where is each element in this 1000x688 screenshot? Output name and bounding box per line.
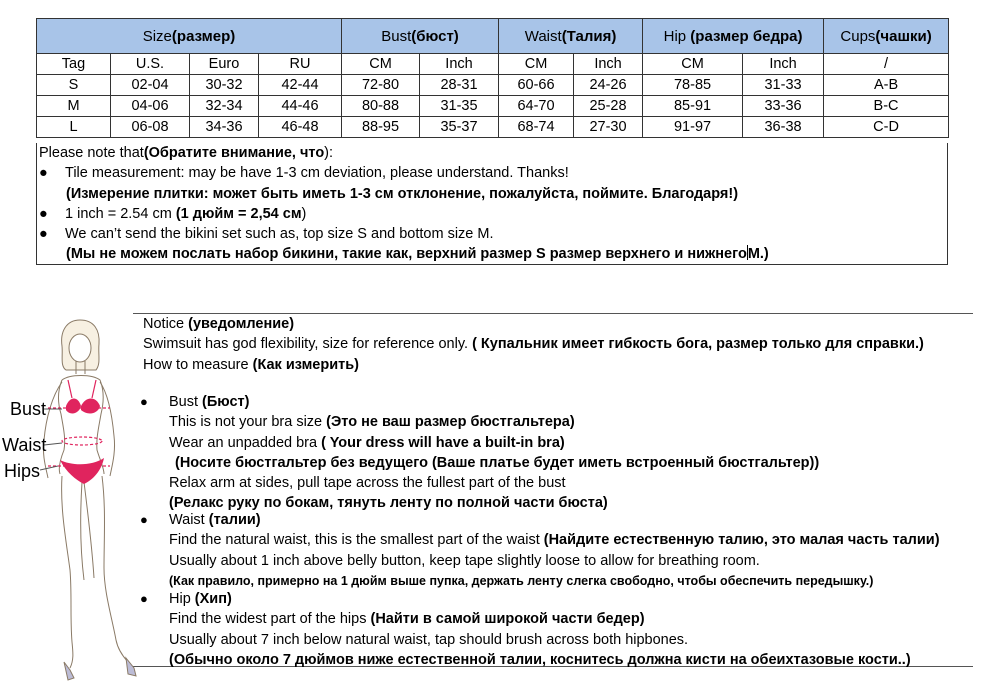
table-cell: 02-04 <box>111 75 190 96</box>
table-cell: 42-44 <box>259 75 342 96</box>
subheader-cell: CM <box>643 54 743 75</box>
bullet-icon: ● <box>39 165 48 182</box>
hip-section <box>140 589 911 670</box>
bust-line: Relax arm at sides, pull tape across the fullest part of the bust <box>169 475 566 492</box>
hip-title: ● Hip (Хип) <box>140 589 911 609</box>
table-cell: S <box>37 75 111 96</box>
subheader-cell: Inch <box>420 54 499 75</box>
table-cell: A-B <box>824 75 949 96</box>
hip-line: Find the widest part of the hips (Найти в самой широкой части бедер) <box>169 611 645 628</box>
table-cell: 78-85 <box>643 75 743 96</box>
table-cell: 06-08 <box>111 117 190 138</box>
bullet-icon: ● <box>140 394 148 409</box>
subheader-cell: Inch <box>574 54 643 75</box>
subheader-cell: Tag <box>37 54 111 75</box>
header-size: Size(размер) <box>37 19 342 54</box>
bust-line: Wear an unpadded bra ( Your dress will have a built-in bra) <box>169 434 565 451</box>
table-header-row <box>37 19 949 54</box>
size-chart-table <box>36 18 949 138</box>
table-subheader-row <box>37 54 949 75</box>
bullet-icon: ● <box>39 205 48 222</box>
waist-section <box>140 510 940 591</box>
table-cell: 28-31 <box>420 75 499 96</box>
table-cell: 88-95 <box>342 117 420 138</box>
table-cell: 27-30 <box>574 117 643 138</box>
subheader-cell: Inch <box>743 54 824 75</box>
table-cell: 04-06 <box>111 96 190 117</box>
waist-line: Usually about 1 inch above belly button, keep tape slightly loose to allow for breathing room. <box>169 552 760 569</box>
table-cell: 44-46 <box>259 96 342 117</box>
hip-line: Usually about 7 inch below natural waist, tap should brush across both hipbones. <box>169 631 689 648</box>
notice-block <box>143 314 924 375</box>
table-cell: 36-38 <box>743 117 824 138</box>
table-cell: 80-88 <box>342 96 420 117</box>
subheader-cell: RU <box>259 54 342 75</box>
bust-line: (Носите бюстгальтер без ведущего (Ваше платье будет иметь встроенный бюстгальтер)) <box>175 454 820 471</box>
notes-bullet-deviation-ru: (Измерение плитки: может быть иметь 1-3 см отклонение, пожалуйста, поймите. Благодаря!) <box>66 185 739 202</box>
notice-how-to-measure: How to measure (Как измерить) <box>143 356 359 373</box>
table-row <box>37 96 949 117</box>
size-notes-box <box>36 143 948 265</box>
figure-label-hips: Hips <box>4 461 41 481</box>
table-cell: 64-70 <box>499 96 574 117</box>
figure-label-waist: Waist <box>2 435 47 455</box>
table-cell: 60-66 <box>499 75 574 96</box>
table-cell: 30-32 <box>190 75 259 96</box>
table-cell: 31-35 <box>420 96 499 117</box>
table-cell: C-D <box>824 117 949 138</box>
notes-bullet-deviation: ● Tile measurement: may be have 1-3 cm deviation, please understand. Thanks! <box>37 163 947 183</box>
notes-bullet-bikini-ru: (Мы не можем послать набор бикини, такие как, верхний размер S размер верхнего и нижнегоM.) <box>66 246 769 263</box>
table-cell: M <box>37 96 111 117</box>
waist-line: (Как правило, примерно на 1 дюйм выше пупка, держать ленту слегка свободно, чтобы обеспечить передышку.) <box>169 573 874 588</box>
notice-title: Notice (уведомление) <box>143 316 295 332</box>
figure-label-bust: Bust <box>10 399 47 419</box>
hip-line: (Обычно около 7 дюймов ниже естественной талии, коснитесь должна кисти на обеихтазовые кости..) <box>169 651 911 668</box>
table-cell: 34-36 <box>190 117 259 138</box>
table-cell: 25-28 <box>574 96 643 117</box>
bust-line: (Релакс руку по бокам, тянуть ленту по полной части бюста) <box>169 495 608 512</box>
bullet-icon: ● <box>140 591 148 606</box>
table-cell: 31-33 <box>743 75 824 96</box>
header-hip: Hip (размер бедра) <box>643 19 824 54</box>
body-measurement-figure <box>0 318 160 688</box>
table-cell: 72-80 <box>342 75 420 96</box>
subheader-cell: Euro <box>190 54 259 75</box>
header-waist: Waist(Талия) <box>499 19 643 54</box>
table-cell: 91-97 <box>643 117 743 138</box>
notes-intro: Please note that(Обратите внимание, что): <box>39 145 334 161</box>
table-cell: 24-26 <box>574 75 643 96</box>
notes-bullet-bikini: ● We can’t send the bikini set such as, top size S and bottom size M. <box>37 224 947 244</box>
notice-flexibility: Swimsuit has god flexibility, size for reference only. ( Купальник имеет гибкость бога, размер только для справки.) <box>143 336 924 353</box>
subheader-cell: U.S. <box>111 54 190 75</box>
bust-line: This is not your bra size (Это не ваш размер бюстгальтера) <box>169 414 575 431</box>
bullet-icon: ● <box>140 512 148 527</box>
subheader-cell: CM <box>499 54 574 75</box>
table-cell: 35-37 <box>420 117 499 138</box>
table-cell: 68-74 <box>499 117 574 138</box>
table-cell: 46-48 <box>259 117 342 138</box>
waist-line: Find the natural waist, this is the smallest part of the waist (Найдите естественную талию, это малая часть талии) <box>169 532 940 549</box>
bust-title: ● Bust (Бюст) <box>140 392 819 412</box>
subheader-cell: CM <box>342 54 420 75</box>
bullet-icon: ● <box>39 226 48 243</box>
table-row <box>37 117 949 138</box>
table-cell: 85-91 <box>643 96 743 117</box>
subheader-cell: / <box>824 54 949 75</box>
header-cups: Cups(чашки) <box>824 19 949 54</box>
table-row <box>37 75 949 96</box>
notes-bullet-inch: ● 1 inch = 2.54 cm (1 дюйм = 2,54 см) <box>37 204 947 224</box>
bust-section <box>140 392 819 514</box>
table-cell: 33-36 <box>743 96 824 117</box>
table-cell: B-C <box>824 96 949 117</box>
table-cell: 32-34 <box>190 96 259 117</box>
table-cell: L <box>37 117 111 138</box>
header-bust: Bust(бюст) <box>342 19 499 54</box>
waist-title: ● Waist (талии) <box>140 510 940 530</box>
